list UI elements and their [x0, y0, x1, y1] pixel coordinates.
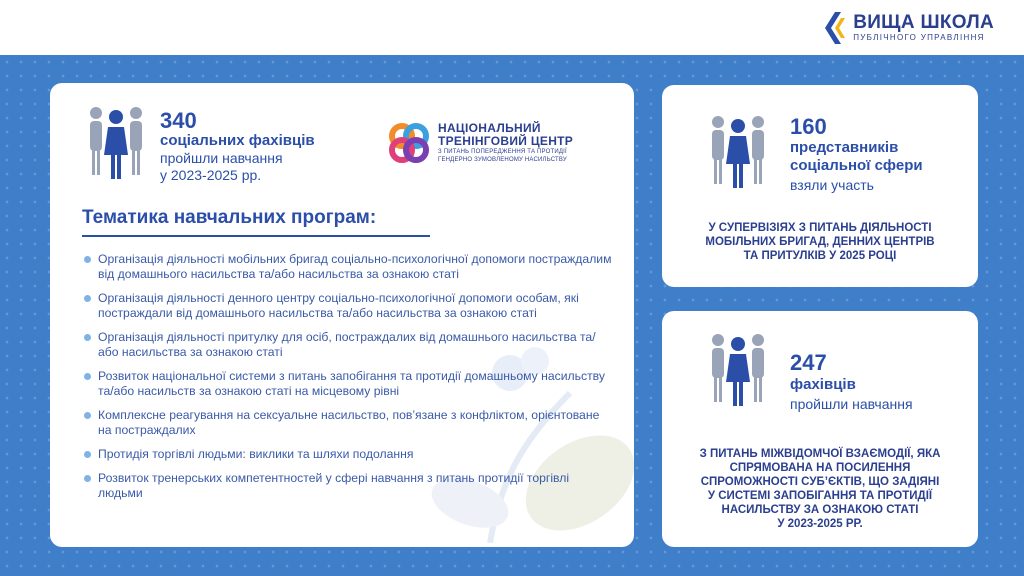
topic-text: Організація діяльності притулку для осіб, постраждалих від домашнього насильства та/або насильства за ознакою статі: [98, 330, 596, 359]
bullet-icon: [84, 334, 91, 341]
bullet-icon: [84, 373, 91, 380]
stat-label-social-sphere: соціальної сфери: [790, 157, 923, 174]
people-group-icon: [706, 330, 770, 408]
topic-text: Протидія торгівлі людьми: виклики та шляхи подолання: [98, 447, 414, 461]
stat-label-specialists: соціальних фахівців: [160, 132, 315, 149]
list-item: [84, 408, 614, 438]
caption-line: СПРЯМОВАНА НА ПОСИЛЕННЯ: [729, 462, 911, 474]
caption-line: У СИСТЕМІ ЗАПОБІГАННЯ ТА ПРОТИДІЇ: [707, 490, 933, 502]
topic-text: Комплексне реагування на сексуальне насильство, пов’язане з конфліктом, орієнтоване на постраждалих: [98, 408, 600, 437]
caption-line: НАСИЛЬСТВУ ЗА ОЗНАКОЮ СТАТІ: [721, 504, 919, 516]
bullet-icon: [84, 295, 91, 302]
stat-label-trained: пройшли навчання: [160, 150, 283, 166]
section-title: Тематика навчальних програм:: [82, 207, 377, 228]
list-item: [84, 447, 614, 462]
chevron-logo-icon: [821, 10, 847, 46]
bullet-icon: [84, 412, 91, 419]
caption-line: З ПИТАНЬ МІЖВІДОМЧОЇ ВЗАЄМОДІЇ, ЯКА: [699, 448, 941, 460]
caption-line: У 2023-2025 РР.: [777, 518, 863, 530]
list-item: [84, 330, 614, 360]
list-item: [84, 291, 614, 321]
caption-line: СПРОМОЖНОСТІ СУБ’ЄКТІВ, ЩО ЗАДІЯНІ: [700, 476, 940, 488]
stat-number-340: 340: [160, 108, 197, 133]
topic-text: Організація діяльності мобільних бригад соціально-психологічної допомоги постраждалим від домашнього насильства та/або насильства за ознакою статі: [98, 252, 612, 281]
national-training-center-logo[interactable]: [386, 120, 573, 166]
ntc-title-2: ТРЕНІНГОВИЙ ЦЕНТР: [438, 134, 574, 148]
school-logo[interactable]: [821, 10, 994, 46]
bullet-icon: [84, 451, 91, 458]
stat-label-representatives: представників: [790, 139, 899, 156]
knot-logo-icon: [386, 120, 432, 166]
stat-number-247: 247: [790, 350, 827, 375]
topics-list: [84, 252, 614, 510]
list-item: [84, 471, 614, 501]
logo-subtitle: ПУБЛІЧНОГО УПРАВЛІННЯ: [853, 33, 985, 42]
caption-line: МОБІЛЬНИХ БРИГАД, ДЕННИХ ЦЕНТРІВ: [705, 236, 935, 248]
section-underline: [82, 235, 430, 237]
people-group-icon: [706, 112, 770, 190]
ntc-title-1: НАЦІОНАЛЬНИЙ: [438, 121, 541, 135]
caption-line: ТА ПРИТУЛКІВ У 2025 РОЦІ: [743, 250, 897, 262]
stat-label-specialists-2: фахівців: [790, 376, 856, 393]
people-group-icon: [84, 103, 148, 181]
list-item: [84, 252, 614, 282]
caption-line: У СУПЕРВІЗІЯХ З ПИТАНЬ ДІЯЛЬНОСТІ: [708, 222, 932, 234]
interagency-caption: [672, 447, 968, 531]
bullet-icon: [84, 256, 91, 263]
supervision-caption: [672, 221, 968, 263]
logo-title: ВИЩА ШКОЛА: [853, 12, 994, 33]
stat-label-participated: взяли участь: [790, 177, 874, 193]
stat-number-160: 160: [790, 114, 827, 139]
ntc-subtitle-2: ГЕНДЕРНО ЗУМОВЛЕНОМУ НАСИЛЬСТВУ: [438, 157, 567, 163]
topic-text: Розвиток тренерських компетентностей у сфері навчання з питань протидії торгівлі людьми: [98, 471, 570, 500]
topic-text: Організація діяльності денного центру соціально-психологічної допомоги особам, які постраждали від домашнього насильства та/або насильства за ознакою статі: [98, 291, 579, 320]
list-item: [84, 369, 614, 399]
header: [0, 0, 1024, 55]
topic-text: Розвиток національної системи з питань запобігання та протидії домашньому насильству та/або насильств за ознакою статі на місцевому рівні: [98, 369, 605, 398]
ntc-subtitle-1: З ПИТАНЬ ПОПЕРЕДЖЕННЯ ТА ПРОТИДІЇ: [438, 149, 567, 155]
stat-label-years: у 2023-2025 рр.: [160, 167, 262, 183]
bullet-icon: [84, 475, 91, 482]
stat-label-trained-2: пройшли навчання: [790, 396, 913, 412]
